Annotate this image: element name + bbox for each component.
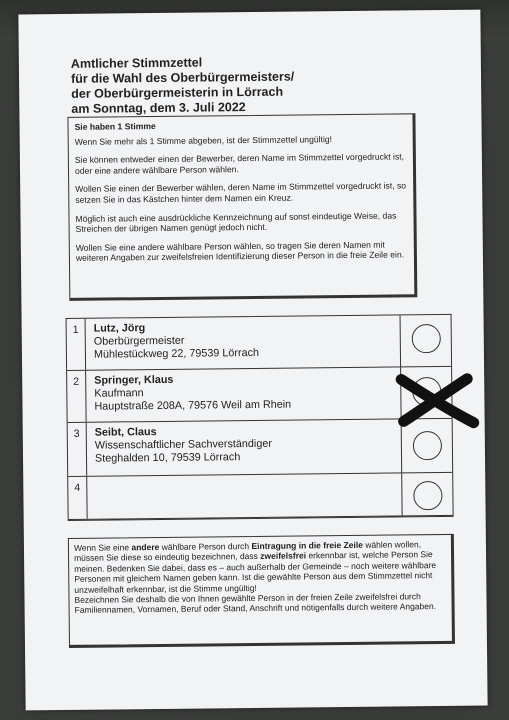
candidate-number: 2	[67, 371, 87, 422]
instructions-paragraph: Sie können entweder einen der Bewerber, deren Name im Stimmzettel vorgedruckt ist, oder eine andere wählbare Person wählen.	[74, 151, 405, 176]
candidate-row	[68, 419, 453, 477]
note-bold: andere	[131, 541, 160, 553]
vote-circle[interactable]	[413, 481, 442, 510]
note-bold: zweifelsfrei	[260, 550, 307, 562]
instructions-box	[67, 113, 417, 301]
candidate-table	[66, 314, 454, 521]
instructions-paragraph: Wenn Sie mehr als 1 Stimme abgeben, ist der Stimmzettel ungültig!	[74, 133, 333, 147]
candidate-address: Steghalden 10, 79539 Lörrach	[94, 451, 241, 466]
candidate-address: Mühlestückweg 22, 79539 Lörrach	[93, 347, 260, 362]
vote-circle[interactable]	[412, 324, 441, 353]
candidate-number: 4	[68, 477, 87, 519]
column-divider	[401, 473, 402, 515]
candidate-occupation: Kaufmann	[94, 387, 144, 400]
candidate-occupation: Wissenschaftlicher Sachverständiger	[94, 438, 272, 452]
candidate-name: Lutz, Jörg	[93, 322, 146, 335]
note-text: Wenn Sie eine	[73, 542, 132, 553]
column-divider	[400, 315, 402, 366]
note-box	[68, 534, 455, 648]
note-bold: Eintragung in die freie Zeile	[251, 539, 363, 552]
candidate-address: Hauptstraße 208A, 79576 Weil am Rhein	[94, 399, 292, 414]
instructions-heading: Sie haben 1 Stimme	[74, 121, 156, 132]
title-line: für die Wahl des Oberbürgermeisters/	[70, 69, 295, 86]
instructions-paragraph: Möglich ist auch eine ausdrückliche Kennzeichnung auf sonst eindeutige Weise, das Streichen der übrigen Namen genügt jedoch nicht.	[75, 210, 397, 235]
note-text: wählen wollen, müssen Sie diese so eindeutig bezeichnen, dass	[74, 539, 422, 564]
candidate-row	[67, 315, 452, 371]
candidate-info	[94, 321, 259, 362]
candidate-occupation: Oberbürgermeister	[93, 334, 185, 348]
candidate-info	[94, 373, 291, 415]
candidate-name: Springer, Klaus	[94, 373, 174, 387]
title-line: Amtlicher Stimmzettel	[70, 55, 203, 71]
candidate-row-free	[68, 473, 452, 520]
cross-mark-icon	[395, 373, 480, 430]
candidate-number: 1	[67, 319, 87, 370]
candidate-row	[67, 367, 452, 423]
vote-circle[interactable]	[413, 431, 442, 460]
candidate-number: 3	[68, 423, 88, 476]
note-text: wählbare Person durch	[159, 541, 252, 552]
candidate-info	[95, 425, 272, 466]
title-line: der Oberbürgermeisterin in Lörrach	[71, 84, 284, 101]
instructions-paragraph: Wollen Sie einen der Bewerber wählen, deren Name im Stimmzettel vorgedruckt ist, so setzen Sie in das Kästchen hinter dem Namen ein Kreuz.	[75, 180, 407, 205]
instructions-paragraph: Wollen Sie eine andere wählbare Person wählen, so tragen Sie deren Namen mit weiteren Angaben zur zweifelsfreien Identifizierung dieser Person in die freie Zeile ein.	[75, 239, 405, 264]
note-text: erkennbar ist, welche Person Sie meinen. Bedenken Sie dabei, dass es – auch außerhalb der Gemeinde – noch weitere wählbare Personen mit gleichem Namen geben kann. Ist die gewählte Person aus dem Stimmzettel nicht unzweifelhaft erkennbar, ist die Stimme ungültig!	[74, 549, 437, 595]
note-text: Bezeichnen Sie deshalb die von Ihnen gewählte Person in der freien Zeile zweifelsfrei durch Familiennamen, Vornamen, Beruf oder Stand, Anschrift und nötigenfalls durch weitere Angaben.	[74, 591, 437, 616]
title-line: am Sonntag, dem 3. Juli 2022	[71, 100, 246, 116]
ballot-paper	[18, 10, 487, 711]
ballot-title	[71, 54, 372, 117]
candidate-name: Seibt, Claus	[94, 426, 157, 439]
